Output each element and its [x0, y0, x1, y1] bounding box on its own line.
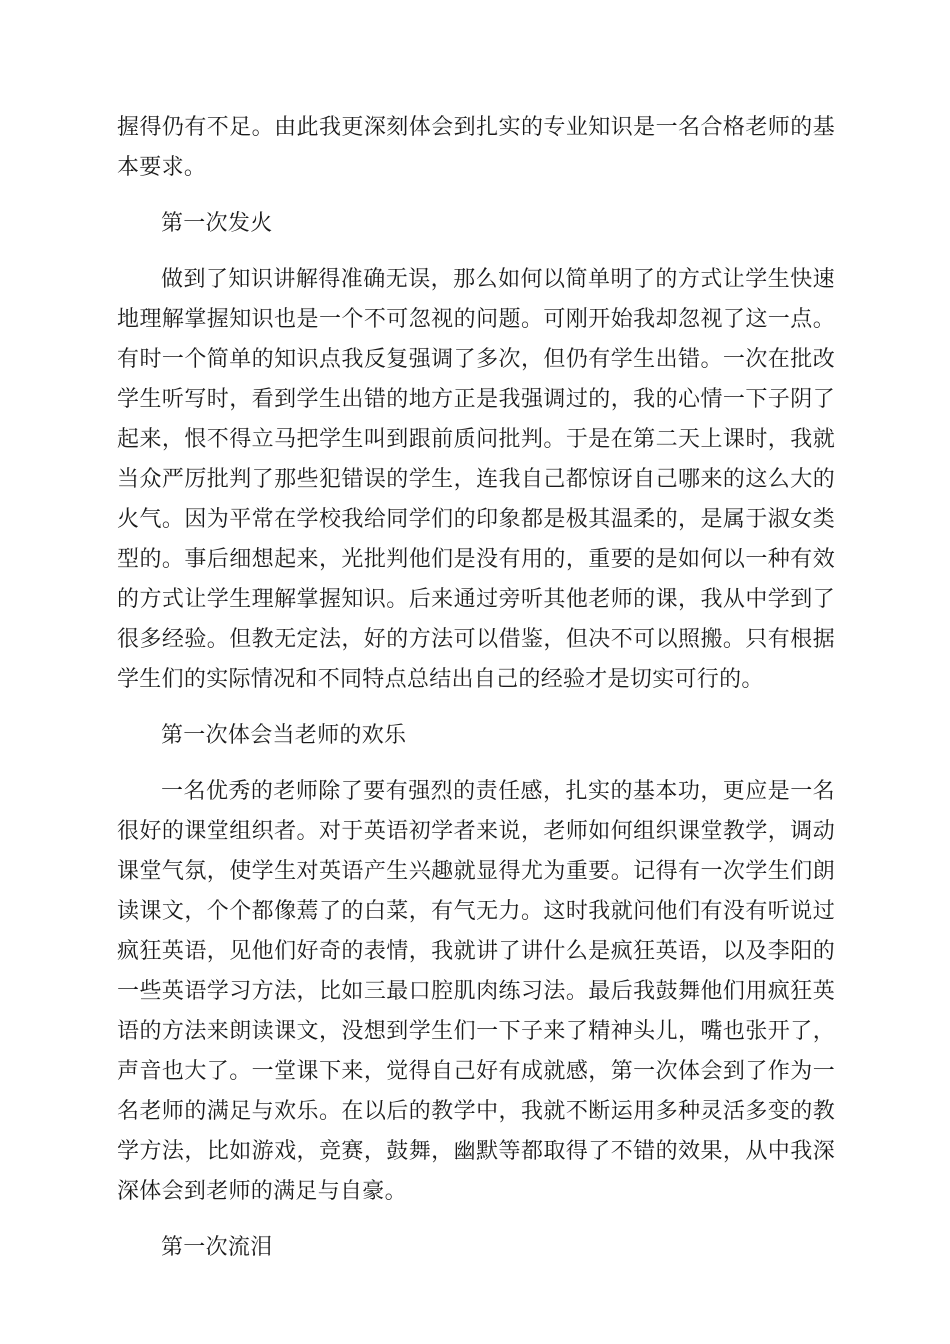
continued-paragraph: 握得仍有不足。由此我更深刻体会到扎实的专业知识是一名合格老师的基本要求。: [117, 115, 835, 180]
section-heading-first-joy: 第一次体会当老师的欢乐: [161, 723, 407, 748]
section-body-first-anger: 做到了知识讲解得准确无误，那么如何以简单明了的方式让学生快速地理解掌握知识也是一个不可忽视的问题。可刚开始我却忽视了这一点。有时一个简单的知识点我反复强调了多次，但仍有学生出错。一次在批改学生听写时，看到学生出错的地方正是我强调过的，我的心情一下子阴了起来，恨不得立马把学生叫到跟前质问批判。于是在第二天上课时，我就当众严厉批判了那些犯错误的学生，连我自己都惊讶自己哪来的这么大的火气。因为平常在学校我给同学们的印象都是极其温柔的，是属于淑女类型的。事后细想起来，光批判他们是没有用的，重要的是如何以一种有效的方式让学生理解掌握知识。后来通过旁听其他老师的课，我从中学到了很多经验。但教无定法，好的方法可以借鉴，但决不可以照搬。只有根据学生们的实际情况和不同特点总结出自己的经验才是切实可行的。: [117, 267, 835, 692]
spacer: [117, 244, 835, 260]
spacer: [117, 756, 835, 772]
spacer: [117, 700, 835, 716]
section-heading-first-tears: 第一次流泪: [161, 1235, 273, 1260]
spacer: [117, 1212, 835, 1228]
spacer: [117, 188, 835, 204]
section-heading-first-anger: 第一次发火: [161, 211, 273, 236]
section-body-first-joy: 一名优秀的老师除了要有强烈的责任感，扎实的基本功，更应是一名很好的课堂组织者。对于英语初学者来说，老师如何组织课堂教学，调动课堂气氛，使学生对英语产生兴趣就显得尤为重要。记得有一次学生们朗读课文，个个都像蔫了的白菜，有气无力。这时我就问他们有没有听说过疯狂英语，见他们好奇的表情，我就讲了讲什么是疯狂英语，以及李阳的一些英语学习方法，比如三最口腔肌肉练习法。最后我鼓舞他们用疯狂英语的方法来朗读课文，没想到学生们一下子来了精神头儿，嘴也张开了，声音也大了。一堂课下来，觉得自己好有成就感，第一次体会到了作为一名老师的满足与欢乐。在以后的教学中，我就不断运用多种灵活多变的教学方法，比如游戏，竞赛，鼓舞，幽默等都取得了不错的效果，从中我深深体会到老师的满足与自豪。: [117, 779, 835, 1204]
document-body: [117, 108, 835, 1268]
